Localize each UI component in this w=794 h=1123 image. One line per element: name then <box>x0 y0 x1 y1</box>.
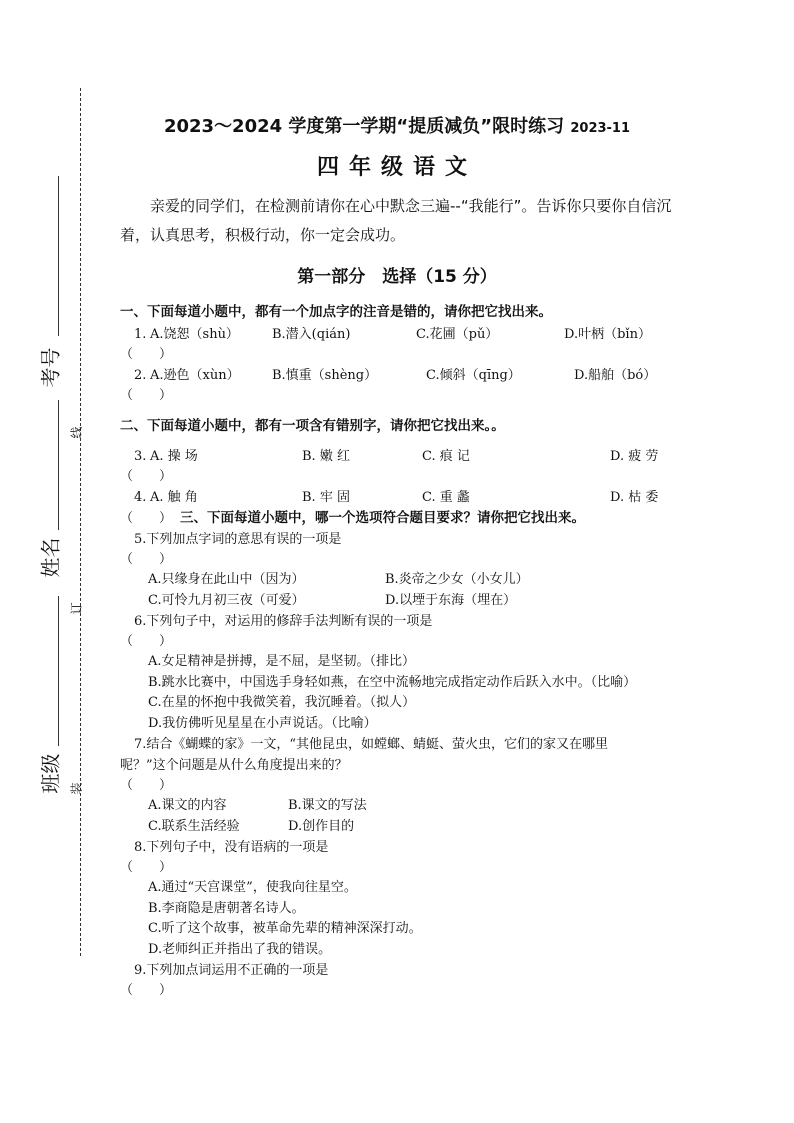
q8-option-d: D.老师纠正并指出了我的错误。 <box>148 941 332 957</box>
q5-option-d: D.以堙于东海（埋在） <box>385 592 517 608</box>
question-1 <box>120 324 685 345</box>
exam-title <box>0 112 794 138</box>
binding-char-zhuang: 装 <box>69 782 84 795</box>
q1-option-a: A.饶恕（shù） <box>150 327 239 342</box>
xingming-blank-line <box>58 400 59 530</box>
q6-option-a: A.女足精神是拼搏，是不屈，是坚韧。（排比） <box>148 654 416 669</box>
q7-option-d: D.创作目的 <box>288 818 355 834</box>
question-9-stem: 9.下列加点词运用不正确的一项是 <box>134 963 329 978</box>
q2-option-d: D.船舶（bó） <box>574 368 657 383</box>
q7-option-a: A.课文的内容 <box>148 798 227 813</box>
question-7-stem-line1: 7.结合《蝴蝶的家》一文，“其他昆虫，如螳螂、蜻蜓、萤火虫，它们的家又在哪里 <box>134 737 609 752</box>
q8-option-a: A.通过“天宫课堂”，使我向往星空。 <box>148 880 357 895</box>
q8-option-b: B.李商隐是唐朝著名诗人。 <box>148 900 305 916</box>
q5-options-ab <box>120 570 685 591</box>
kaohao-label: 考号 <box>38 347 63 388</box>
question-6-stem: 6.下列句子中，对运用的修辞手法判断有误的一项是 <box>134 614 433 629</box>
banji-blank-line <box>58 596 59 746</box>
answer-blank[interactable]: （ ） <box>120 983 173 998</box>
q1-option-b: B.潜入(qián) <box>272 327 351 342</box>
q1-option-c: C.花圃（pǔ） <box>416 327 499 342</box>
q3-option-a: A. 操 场 <box>150 449 198 464</box>
q4-num: 4. <box>134 490 147 505</box>
answer-blank[interactable]: （ ） <box>120 388 173 403</box>
exam-date: 2023-11 <box>570 121 631 136</box>
exam-title-text: 2023～2024 学度第一学期“提质减负”限时练习 <box>163 116 565 137</box>
q2-option-a: A.逊色（xùn） <box>150 368 240 383</box>
kaohao-blank-line <box>58 176 59 336</box>
q3-option-c: C. 痕 记 <box>422 449 470 464</box>
answer-blank[interactable]: （ ） <box>120 511 173 526</box>
xingming-label: 姓名 <box>38 537 63 578</box>
question-4 <box>120 487 685 508</box>
q1-option-d: D.叶柄（bǐn） <box>564 327 651 342</box>
q6-option-c: C.在星的怀抱中我微笑着，我沉睡着。（拟人） <box>148 695 416 710</box>
q2-option-c: C.倾斜（qīng） <box>426 368 521 383</box>
answer-blank[interactable]: （ ） <box>120 469 173 484</box>
q8-option-c: C.听了这个故事，被革命先辈的精神深深打动。 <box>148 921 422 936</box>
q7-options-ab <box>120 796 685 817</box>
part-one-heading: 第一部分 选择（15 分） <box>297 267 497 287</box>
q3-num: 3. <box>134 449 147 464</box>
answer-blank[interactable]: （ ） <box>120 552 173 567</box>
q4-option-d: D. 枯 委 <box>610 490 659 505</box>
binding-dashed-line <box>80 88 81 956</box>
section-two-heading: 二、下面每道小题中，都有一项含有错别字，请你把它找出来。。 <box>120 418 505 434</box>
q1-num: 1. <box>134 327 147 342</box>
q4-option-b: B. 牢 固 <box>302 490 350 505</box>
section-three-heading: 三、下面每道小题中，哪一个选项符合题目要求？请你把它找出来。 <box>180 510 585 526</box>
question-8-stem: 8.下列句子中，没有语病的一项是 <box>134 840 329 855</box>
q5-option-a: A.只缘身在此山中（因为） <box>148 572 305 587</box>
questions <box>120 300 685 1001</box>
q7-option-b: B.课文的写法 <box>288 798 367 813</box>
q7-options-cd <box>120 817 685 838</box>
answer-blank[interactable]: （ ） <box>120 778 173 793</box>
q2-num: 2. <box>134 368 147 383</box>
question-3 <box>120 446 685 467</box>
q6-option-d: D.我仿佛听见星星在小声说话。（比喻） <box>148 715 377 731</box>
question-2 <box>120 365 685 386</box>
question-7-stem-line2: 呢？”这个问题是从什么角度提出来的？ <box>120 758 348 773</box>
section-three-row <box>120 508 685 529</box>
q3-option-d: D. 疲 劳 <box>610 449 659 464</box>
q5-options-cd <box>120 591 685 612</box>
q4-option-c: C. 重 蠡 <box>422 490 470 505</box>
binding-char-ding: 订 <box>69 602 84 615</box>
banji-label: 班级 <box>38 753 63 794</box>
question-5-stem: 5.下列加点字词的意思有误的一项是 <box>134 532 342 547</box>
binding-char-xian: 线 <box>69 426 84 439</box>
exam-subtitle: 四年级语文 <box>316 155 477 180</box>
q5-option-c: C.可怜九月初三夜（可爱） <box>148 592 305 608</box>
q5-option-b: B.炎帝之少女（小女儿） <box>385 572 529 587</box>
q6-option-b: B.跳水比赛中，中国选手身轻如燕，在空中流畅地完成指定动作后跃入水中。（比喻） <box>148 674 637 690</box>
q3-option-b: B. 嫩 红 <box>302 449 350 464</box>
q7-option-c: C.联系生活经验 <box>148 818 240 834</box>
answer-blank[interactable]: （ ） <box>120 634 173 649</box>
q4-option-a: A. 触 角 <box>150 490 198 505</box>
answer-blank[interactable]: （ ） <box>120 347 173 362</box>
answer-blank[interactable]: （ ） <box>120 860 173 875</box>
section-one-heading: 一、下面每道小题中，都有一个加点字的注音是错的，请你把它找出来。 <box>120 304 552 320</box>
intro-paragraph: 亲爱的同学们，在检测前请你在心中默念三遍--“我能行”。告诉你只要你自信沉着，认真思考，积极行动，你一定会成功。 <box>120 197 672 244</box>
q2-option-b: B.慎重（shèng） <box>272 368 378 383</box>
